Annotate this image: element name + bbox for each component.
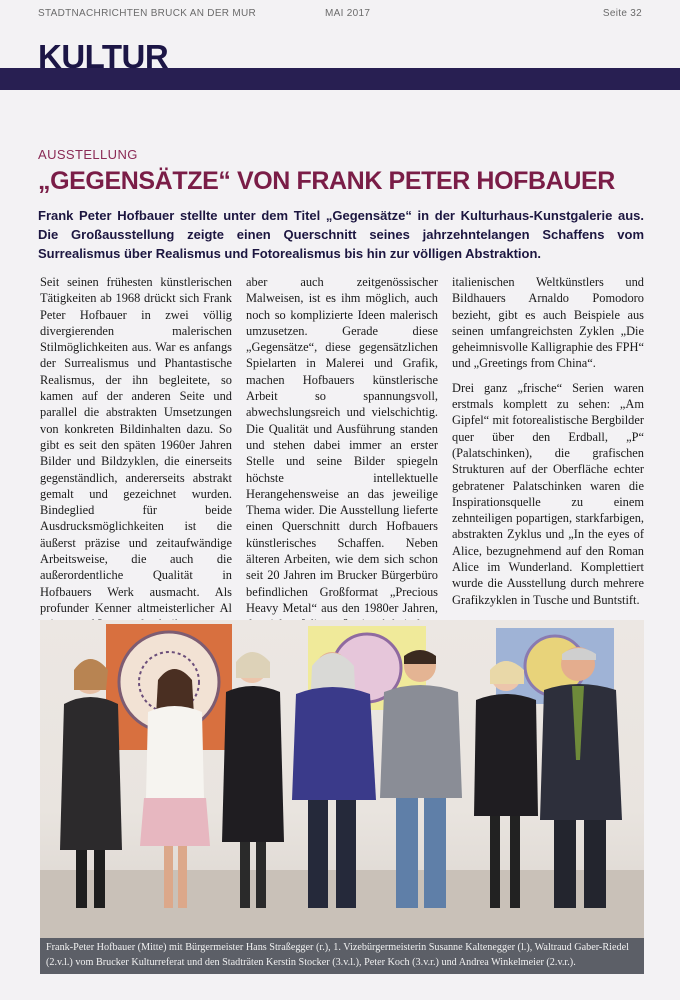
article-body	[40, 274, 644, 618]
group-photo-illustration	[40, 620, 644, 938]
column-1	[40, 274, 232, 618]
photo-caption: Frank-Peter Hofbauer (Mitte) mit Bürgermeister Hans Straßegger (r.), 1. Vizebürgermeisterin Susanne Kaltenegger (l.), Waltraud Gaber-Riedel (2.v.l.) vom Brucker Kulturreferat und den Stadträten Kerstin Stocker (3.v.l.), Peter Koch (3.v.r.) und Andrea Winkelmeier (2.v.r.).	[46, 942, 629, 968]
issue-date: MAI 2017	[325, 8, 371, 19]
publication-name: STADTNACHRICHTEN BRUCK AN DER MUR	[38, 8, 257, 19]
person-kerstin-stocker	[222, 652, 284, 908]
running-head	[38, 8, 642, 26]
page-number: Seite 32	[602, 8, 642, 19]
article-headline: „GEGENSÄTZE“ VON FRANK PETER HOFBAUER	[38, 167, 615, 195]
paragraph: Seit seinen frühesten künstlerischen Tätigkeiten ab 1968 drückt sich Frank Peter Hofbauer in zwei völlig divergierenden malerischen Stilmöglichkeiten aus. War es anfangs der Surrealismus und Phantastische Realismus, der ihn begleitete, so kamen auf der anderen Seite und parallel die abstrakten Umsetzungen von konkreten Bildinhalten dazu. So gibt es seit den späten 1960er Jahren Bilder und Bildzyklen, die einerseits gegenständlich, andererseits abstrakt gemalt und gezeichnet wurden. Bindeglied für beide Ausdrucksmöglichkeiten ist die äußerst präzise und zeitaufwändige Arbeitsweise, die auch die außerordentliche Qualität in Hofbauers Werk ausmacht. Als profunder Kenner altmeisterlicher Al	[40, 275, 232, 615]
paragraph: Drei ganz „frische“ Serien waren erstmals komplett zu sehen: „Am Gipfel“ mit fotorealistische Bergbilder quer über den Erdball, „P“ (Palatschinken), die grafischen Strukturen auf der Oberfläche echter gebratener Palatschinken waren die Inspirationsquelle zu einem zehnteiligen popartigen, starkfarbigen, abstrakten Zyklus und „In the eyes of Alice, bezugnehmend auf den Roman Alice im Wunderland. Komplettiert wurde die Ausstellung durch mehrere Grafikzyklen in Tusche und Buntstift.	[452, 380, 644, 607]
paragraph: italienischen Weltkünstlers und Bildhauers Arnaldo Pomodoro bezieht, gibt es auch Beispiele aus seinen umfangreichsten Zyklen „Die geheimnisvolle Kalligraphie des FPH“ und „Greetings from China“.	[452, 275, 644, 371]
article-lead: Frank Peter Hofbauer stellte unter dem Titel „Gegensätze“ in der Kulturhaus-Kunstgalerie aus. Die Großausstellung zeigte einen Querschnitt seines jahrzehntelangen Schaffens vom Surrealismus über Realismus und Fotorealismus bis hin zur völligen Abstraktion.	[38, 208, 644, 261]
photo-caption-box	[40, 938, 644, 974]
column-2	[246, 274, 438, 618]
article-kicker: AUSSTELLUNG	[38, 147, 138, 162]
paragraph: aber auch zeitgenössischer Malweisen, ist es ihm möglich, auch noch so komplizierte Ideen malerisch umzusetzen. Gerade diese „Gegensätze“, diese gegensätzlichen Spielarten in Malerei und Grafik, machen Hofbauers künstlerische Arbeit so spannungsvoll, abwechslungsreich und vielschichtig. Die Qualität und Ausführung standen und stehen dabei immer an erster Stelle und seine Bilder spiegeln höchste intellektuelle Herangehensweise an das jeweilige Thema wider. Die Ausstellung lieferte einen Querschnitt durch Hofbauers künstlerisches Schaffen. Neben älteren Arbeiten, wie dem sich schon seit 20 Jahren im Brucker Bürgerbüro befindlichen Großformat „Precious Heavy Metal“ aus den 1980er Jahren,	[246, 275, 438, 615]
column-3	[452, 274, 644, 618]
section-title: KULTUR	[38, 38, 169, 75]
group-photo	[40, 620, 644, 938]
